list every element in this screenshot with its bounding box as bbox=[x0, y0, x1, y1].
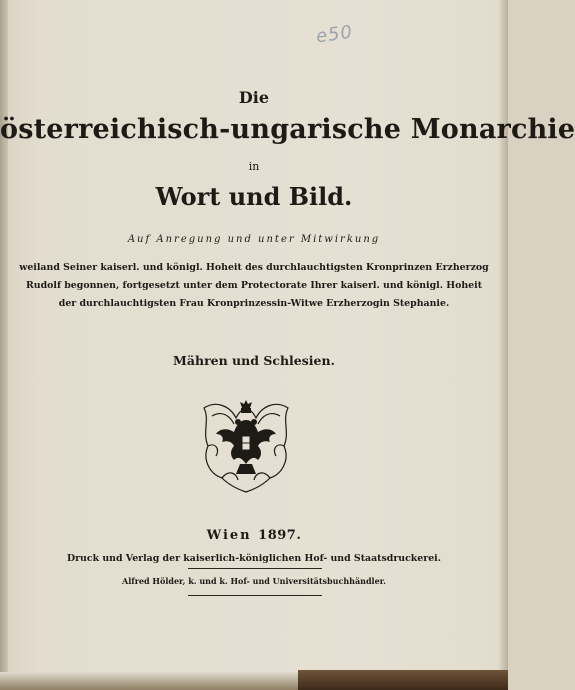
imprint-printer: Druck und Verlag der kaiserlich-königlichen Hof- und Staatsdruckerei. bbox=[66, 553, 441, 564]
imprint-year: 1897. bbox=[258, 528, 302, 543]
dedication-intro: Auf Anregung und unter Mitwirkung bbox=[127, 234, 381, 245]
title-article: Die bbox=[238, 88, 270, 107]
volume-title: Mähren und Schlesien. bbox=[173, 353, 335, 368]
dedication-line-1: weiland Seiner kaiserl. und königl. Hoheit des durchlauchtigsten Kronprinzen Erzherzog bbox=[19, 262, 489, 273]
title-subtitle: Wort und Bild. bbox=[155, 182, 353, 211]
imprint-rule-bottom bbox=[188, 595, 322, 596]
imprint-city: Wien bbox=[206, 528, 252, 543]
dedication-line-2: Rudolf begonnen, fortgesetzt unter dem Protectorate Ihrer kaiserl. und königl. Hoheit bbox=[25, 280, 483, 291]
imprint-seller: Alfred Hölder, k. und k. Hof- und Universitätsbuchhändler. bbox=[122, 576, 386, 586]
title-preposition: in bbox=[248, 160, 260, 173]
imprint-rule-top bbox=[188, 568, 322, 569]
pencil-annotation: e50 bbox=[314, 21, 355, 48]
page-title: österreichisch-ungarische Monarchie bbox=[0, 114, 575, 145]
book-cover-corner bbox=[298, 670, 508, 690]
imprint-city-year bbox=[0, 528, 508, 543]
dedication-line-3: der durchlauchtigsten Frau Kronprinzessin-Witwe Erzherzogin Stephanie. bbox=[58, 298, 450, 309]
imperial-coat-of-arms-icon bbox=[194, 398, 298, 494]
